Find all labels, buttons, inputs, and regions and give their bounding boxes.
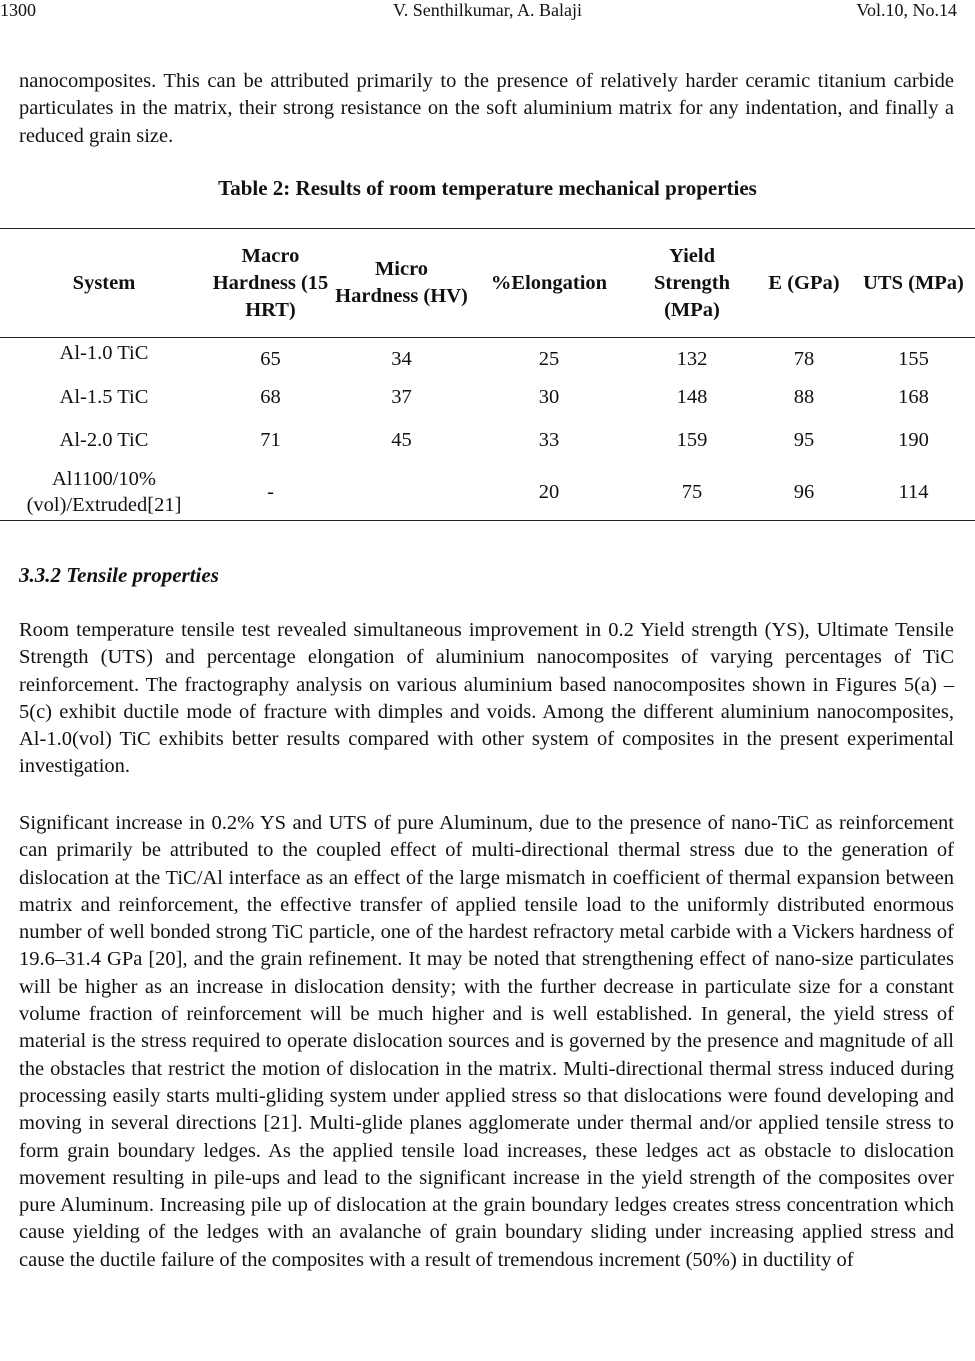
- table-row: [0, 338, 975, 379]
- table-row: [0, 421, 975, 464]
- page-header: [0, 0, 975, 20]
- table-row: [0, 378, 975, 421]
- page-number: 1300: [0, 0, 36, 20]
- cell-e: 95: [793, 429, 815, 451]
- cell-yield-strength: 159: [676, 429, 708, 451]
- cell-micro-hardness: 45: [391, 429, 412, 451]
- cell-elongation: 20: [470, 464, 628, 521]
- intro-paragraph: nanocomposites. This can be attributed primarily to the presence of relatively harder ceramic titanium carbide particulates in the matrix, their strong resistance on the soft aluminium matrix for any indentation, and finally a reduced grain size.: [19, 70, 954, 147]
- table-row: [0, 464, 975, 521]
- cell-yield-strength: 132: [676, 348, 708, 370]
- cell-elongation: 30: [538, 386, 560, 408]
- cell-uts: 114: [852, 464, 975, 521]
- header-e: E (GPa): [756, 229, 852, 338]
- cell-micro-hardness: 34: [391, 348, 412, 370]
- header-uts: UTS (MPa): [852, 229, 975, 338]
- table-header-row: [0, 229, 975, 338]
- cell-system: Al1100/10% (vol)/Extruded[21]: [0, 464, 208, 521]
- cell-micro-hardness: [333, 464, 470, 521]
- cell-system: Al-2.0 TiC: [59, 429, 149, 451]
- table-caption: Table 2: Results of room temperature mechanical properties: [218, 176, 757, 200]
- cell-macro-hardness: 68: [260, 386, 281, 408]
- header-macro-hardness: Macro Hardness (15 HRT): [208, 229, 333, 338]
- header-system: System: [0, 229, 208, 338]
- cell-macro-hardness: 71: [260, 429, 281, 451]
- results-table: [0, 228, 975, 521]
- section-heading: 3.3.2 Tensile properties: [19, 563, 219, 587]
- volume-info: Vol.10, No.14: [856, 0, 957, 20]
- cell-e: 96: [756, 464, 852, 521]
- cell-e: 88: [793, 386, 815, 408]
- cell-system: Al-1.0 TiC: [59, 342, 149, 364]
- cell-yield-strength: 148: [676, 386, 708, 408]
- cell-elongation: 33: [538, 429, 560, 451]
- cell-uts: 190: [898, 429, 929, 451]
- header-elongation: %Elongation: [470, 229, 628, 338]
- header-yield-strength: Yield Strength (MPa): [628, 229, 756, 338]
- cell-uts: 168: [898, 386, 929, 408]
- cell-macro-hardness: -: [208, 464, 333, 521]
- cell-elongation: 25: [538, 348, 560, 370]
- cell-uts: 155: [898, 348, 929, 370]
- cell-macro-hardness: 65: [260, 348, 281, 370]
- cell-micro-hardness: 37: [391, 386, 412, 408]
- cell-yield-strength: 75: [628, 464, 756, 521]
- cell-system: Al-1.5 TiC: [59, 386, 149, 408]
- header-micro-hardness: Micro Hardness (HV): [333, 229, 470, 338]
- tensile-paragraph-2: Significant increase in 0.2% YS and UTS of pure Aluminum, due to the presence of nano-TiC as reinforcement can primarily be attributed to the coupled effect of multi-directional thermal stress due to the generation of dislocation at the TiC/Al interface as an effect of the large mismatch in coefficient of thermal expansion between matrix and reinforcement, the effective transfer of applied tensile load to the uniformly distributed enormous number of well bonded strong TiC particle, one of the hardest refractory metal carbide with a Vickers hardness of 19.6–31.4 GPa [20], and the grain refinement. It may be noted that strengthening effect of nano-size particulates will be higher as an increase in dislocation density; with the further decrease in particulate size for a constant volume fraction of reinforcement will be much higher and is well established. In general, the yield stress of material is the stress required to operate dislocation sources and is governed by the presence and magnitude of all the obstacles that restrict the motion of dislocation in the matrix. Multi-directional thermal stress induced during processing easily starts multi-gliding system under applied stress so that dislocations were found developing and moving in several directions [21]. Multi-glide planes agglomerate under thermal and/or applied tensile stress to form grain boundary ledges. As the applied tensile load increases, these ledges act as obstacle to dislocation movement resulting in pile-ups and lead to the significant increase in the yield strength of the composites over pure Aluminum. Increasing pile up of dislocation at the grain boundary ledges creates stress concentration which cause yielding of the ledges with an avalanche of grain boundary sliding under increasing applied stress and cause the ductile failure of the composites with a result of tremendous increment (50%) in ductility of: [19, 812, 954, 1271]
- cell-e: 78: [793, 348, 815, 370]
- tensile-paragraph-1: Room temperature tensile test revealed simultaneous improvement in 0.2 Yield strength (YS), Ultimate Tensile Strength (UTS) and percentage elongation of aluminium nanocomposites of varying percentages of TiC reinforcement. The fractography analysis on various aluminium based nanocomposites shown in Figures 5(a) – 5(c) exhibit ductile mode of fracture with dimples and voids. Among the different aluminium nanocomposites, Al-1.0(vol) TiC exhibits better results compared with other system of composites in the present experimental investigation.: [19, 619, 954, 778]
- running-authors: V. Senthilkumar, A. Balaji: [393, 0, 582, 20]
